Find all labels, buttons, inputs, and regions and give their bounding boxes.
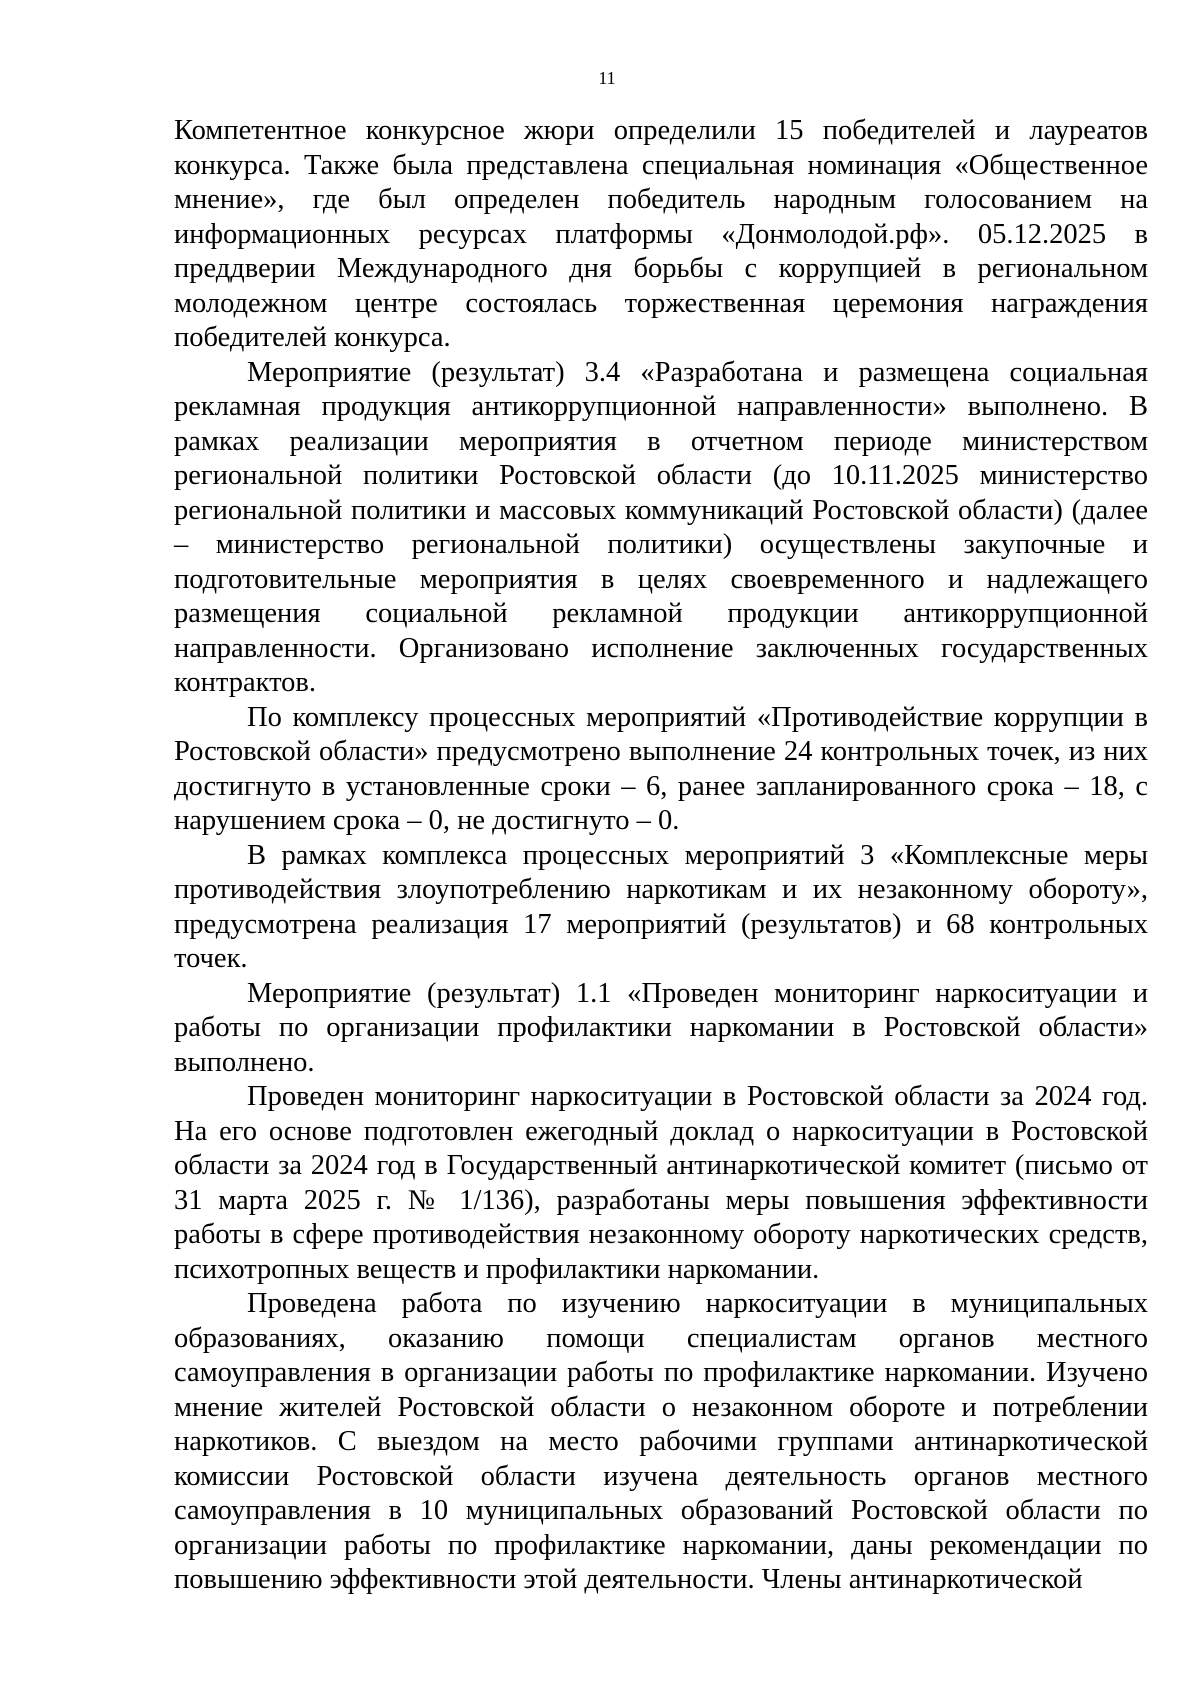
paragraph-measure-3-4: Мероприятие (результат) 3.4 «Разработана и размещена социальная рекламная продукция антикоррупционной направленности» выполнено. В рамках реализации мероприятия в отчетном периоде министерством региональной политики Ростовской области (до 10.11.2025 министерство региональной политики и массовых коммуникаций Ростовской области) (далее – министерство региональной политики) осуществлены закупочные и подготовительные мероприятия в целях своевременного и надлежащего размещения социальной рекламной продукции антикоррупционной направленности. Организовано исполнение заключенных государственных контрактов.	[174, 356, 1148, 698]
paragraph-anticorruption-checkpoints: По комплексу процессных мероприятий «Противодействие коррупции в Ростовской области» предусмотрено выполнение 24 контрольных точек, из них достигнуто в установленные сроки – 6, ранее запланированного срока – 18, с нарушением срока – 0, не достигнуто – 0.	[174, 701, 1148, 836]
paragraph-contest-results: Компетентное конкурсное жюри определили 15 победителей и лауреатов конкурса. Также была представлена специальная номинация «Общественное мнение», где был определен победитель народным голосованием на информационных ресурсах платформы «Донмолодой.рф». 05.12.2025 в преддверии Международного дня борьбы с коррупцией в региональном молодежном центре состоялась торжественная церемония награждения победителей конкурса.	[174, 115, 1148, 353]
paragraph-complex-3: В рамках комплекса процессных мероприятий 3 «Комплексные меры противодействия злоупотреблению наркотикам и их незаконному обороту», предусмотрена реализация 17 мероприятий (результатов) и 68 контрольных точек.	[174, 839, 1148, 974]
page-number: 11	[598, 68, 616, 88]
paragraph-measure-1-1: Мероприятие (результат) 1.1 «Проведен мониторинг наркоситуации и работы по организации профилактики наркомании в Ростовской области» выполнено.	[174, 977, 1148, 1078]
body-text	[174, 114, 1148, 1598]
paragraph-monitoring-2024: Проведен мониторинг наркоситуации в Ростовской области за 2024 год. На его основе подготовлен ежегодный доклад о наркоситуации в Ростовской области за 2024 год в Государственный антинаркотической комитет (письмо от 31 марта 2025 г. № 1/136), разработаны меры повышения эффективности работы в сфере противодействия незаконному обороту наркотических средств, психотропных веществ и профилактики наркомании.	[174, 1081, 1148, 1285]
paragraph-municipal-work: Проведена работа по изучению наркоситуации в муниципальных образованиях, оказанию помощи специалистам органов местного самоуправления в организации работы по профилактике наркомании. Изучено мнение жителей Ростовской области о незаконном обороте и потреблении наркотиков. С выездом на место рабочими группами антинаркотической комиссии Ростовской области изучена деятельность органов местного самоуправления в 10 муниципальных образований Ростовской области по организации работы по профилактике наркомании, даны рекомендации по повышению эффективности этой деятельности. Члены антинаркотической	[174, 1288, 1148, 1595]
